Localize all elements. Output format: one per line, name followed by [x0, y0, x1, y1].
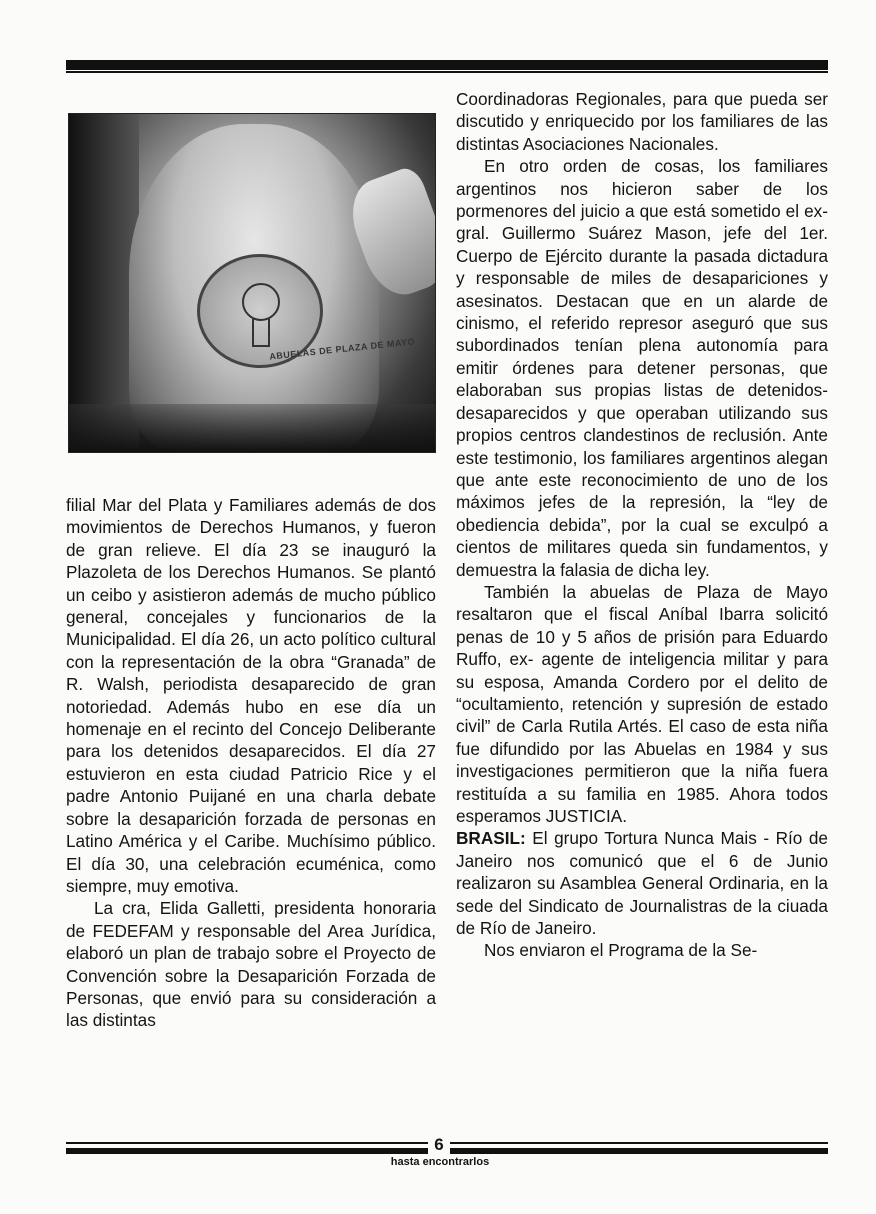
right-column [456, 88, 828, 962]
brasil-lead: BRASIL: [456, 828, 526, 849]
brasil-text: El grupo Tortura Nunca Mais - Río de Janeiro nos comunicó que el 6 de Junio realizaron su Asamblea General Ordinaria, en la sede del Sindicato de Journalistras de la ciuada de Río de Janeiro. [456, 828, 828, 939]
bottom-rule-right [450, 1148, 828, 1154]
top-rule [66, 60, 828, 70]
bottom-rule-left [66, 1148, 428, 1154]
left-column [66, 494, 436, 1032]
right-paragraph-last: Nos enviaron el Programa de la Se- [484, 940, 758, 961]
right-paragraph-3: También la abuelas de Plaza de Mayo resaltaron que el fiscal Aníbal Ibarra solicitó penas de 10 y 5 años de prisión para Eduardo Ruffo, ex- agente de inteligencia militar y para su esposa, Amanda Cordero por el delito de “ocultamiento, retención y supresión de estado civil” de Carla Rutila Artés. El caso de esta niña fue difundido por las Abuelas en 1984 y sus investigaciones permitieron que la niña fuera restituída a su familia en 1985. Ahora todos esperamos JUSTICIA. [456, 581, 828, 826]
brasil-paragraph [456, 827, 828, 939]
page-number: 6 [434, 1135, 444, 1154]
emblem-body [252, 319, 270, 347]
right-paragraph-2: En otro orden de cosas, los familiares argentinos nos hicieron saber de los pormenores del juicio a que está sometido el ex-gral. Guillermo Suárez Mason, jefe del 1er. Cuerpo de Ejército durante la pasada dictadura y responsable de miles de desapariciones y asesinatos. Destacan que en un alarde de cinismo, el referido represor aseguró que sus subordinados tenían plena autonomía para emitir órdenes para detener personas, que elaboraban sus propias listas de detenidos-desaparecidos y que operaban utilizando sus propios centros clandestinos de reclusión. Ante este testimonio, los familiares argentinos alegan que ante este reconocimiento de uno de los máximos jefes de la represión, la “ley de obediencia debida”, por la cual se exculpó a cientos de militares queda sin fundamentos, y demuestra la falasia de dicha ley. [456, 156, 828, 580]
left-paragraph-2: La cra, Elida Galletti, presidenta honoraria de FEDEFAM y responsable del Area Jurídica, elaboró un plan de trabajo sobre el Proyecto de Convención sobre la Desaparición Forzada de Personas, que envió para su consideración a las distintas [66, 898, 436, 1031]
emblem-face [242, 283, 280, 321]
photo-scarf-emblem [68, 113, 436, 453]
photo-shadow-bottom [69, 404, 435, 452]
emblem-text: ABUELAS DE PLAZA DE MAYO [268, 336, 416, 362]
footer-title: hasta encontrarlos [390, 1156, 490, 1168]
right-paragraph-1: Coordinadoras Regionales, para que pueda ser discutido y enriquecido por los familiares de las distintas Asociaciones Nacionales. [456, 89, 828, 154]
left-paragraph-1: filial Mar del Plata y Familiares además de dos movimientos de Derechos Humanos, y fueron de gran relieve. El día 23 se inauguró la Plazoleta de los Derechos Humanos. Se plantó un ceibo y asistieron además de mucho público general, concejales y funcionarios de la Municipalidad. El día 26, un acto político cultural con la representación de la obra “Granada” de R. Walsh, periodista desaparecido de gran notoriedad. Además hubo en ese día un homenaje en el recinto del Concejo Deliberante para los detenidos desaparecidos. El día 27 estuvieron en esta ciudad Patricio Rice y el padre Antonio Puijané en una charla debate sobre la desaparición forzada de personas en Latino América y el Caribe. Muchísimo público. El día 30, una celebración ecuménica, como siempre, muy emotiva. [66, 495, 436, 896]
